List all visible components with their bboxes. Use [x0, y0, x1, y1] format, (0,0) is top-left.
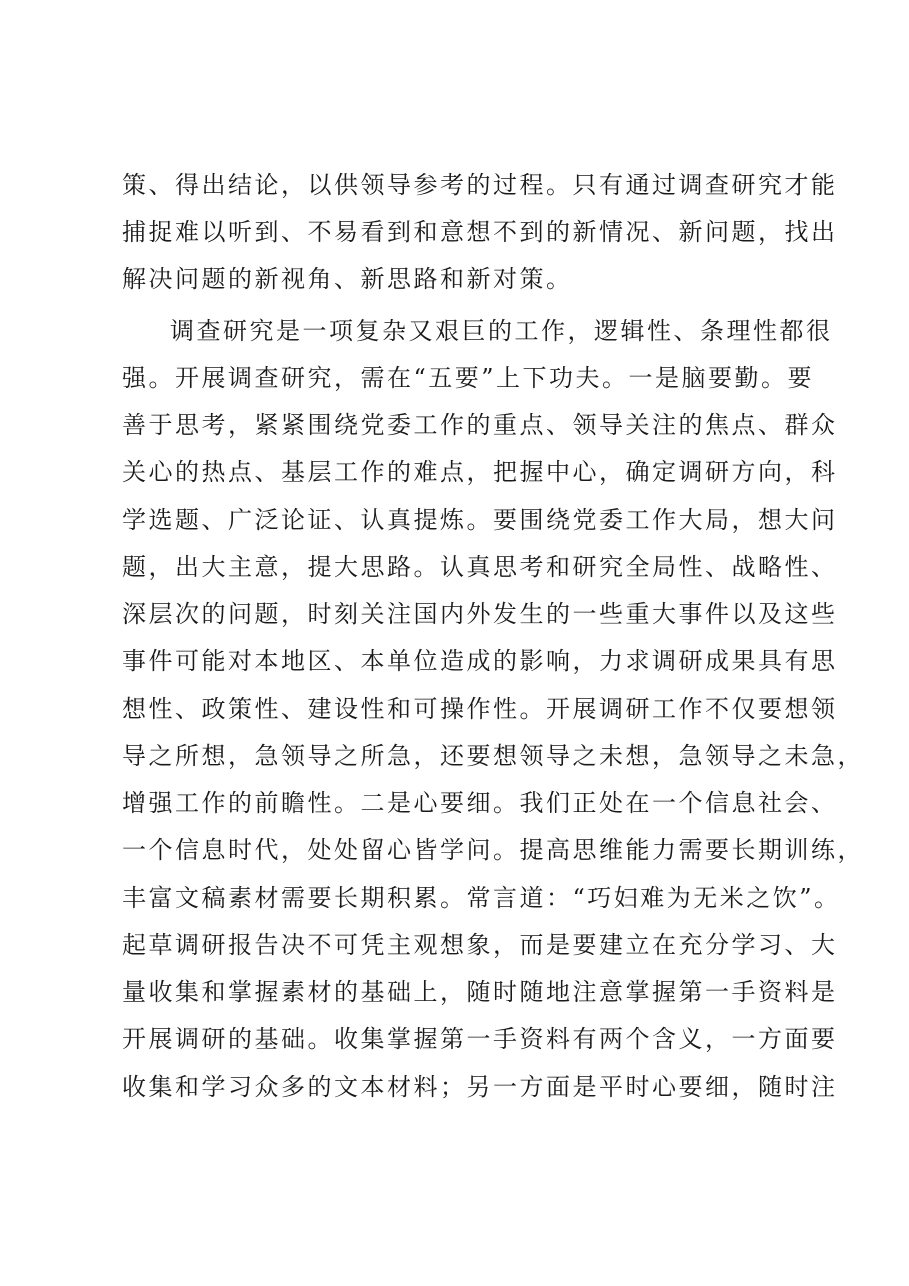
text-line: 事件可能对本地区、本单位造成的影响，力求调研成果具有思	[122, 647, 838, 675]
text-line: 学选题、广泛论证、认真提炼。要围绕党委工作大局，想大问	[122, 506, 838, 534]
text-line: 导之所想，急领导之所急，还要想领导之未想，急领导之未急，	[122, 742, 864, 770]
text-line: 善于思考，紧紧围绕党委工作的重点、领导关注的焦点、群众	[122, 411, 838, 439]
text-line: 丰富文稿素材需要长期积累。常言道：“巧妇难为无米之饮”。	[122, 884, 841, 912]
text-line: 深层次的问题，时刻关注国内外发生的一些重大事件以及这些	[122, 600, 838, 628]
text-line: 开展调研的基础。收集掌握第一手资料有两个含义，一方面要	[122, 1025, 838, 1053]
text-line: 捕捉难以听到、不易看到和意想不到的新情况、新问题，找出	[122, 218, 838, 246]
text-line: 起草调研报告决不可凭主观想象，而是要建立在充分学习、大	[122, 931, 838, 959]
paragraph-first-line: 调查研究是一项复杂又艰巨的工作，逻辑性、条理性都很	[170, 317, 833, 345]
text-line: 强。开展调查研究，需在“五要”上下功夫。一是脑要勤。要	[122, 364, 815, 392]
text-line: 收集和学习众多的文本材料；另一方面是平时心要细，随时注	[122, 1073, 838, 1101]
text-line: 量收集和掌握素材的基础上，随时随地注意掌握第一手资料是	[122, 978, 838, 1006]
text-line: 策、得出结论，以供领导参考的过程。只有通过调查研究才能	[122, 171, 838, 199]
text-line: 增强工作的前瞻性。二是心要细。我们正处在一个信息社会、	[122, 789, 838, 817]
text-line: 解决问题的新视角、新思路和新对策。	[122, 265, 573, 293]
text-line: 一个信息时代，处处留心皆学问。提高思维能力需要长期训练，	[122, 836, 864, 864]
text-line: 题，出大主意，提大思路。认真思考和研究全局性、战略性、	[122, 553, 838, 581]
text-line: 想性、政策性、建设性和可操作性。开展调研工作不仅要想领	[122, 695, 838, 723]
text-line: 关心的热点、基层工作的难点，把握中心，确定调研方向，科	[122, 458, 838, 486]
